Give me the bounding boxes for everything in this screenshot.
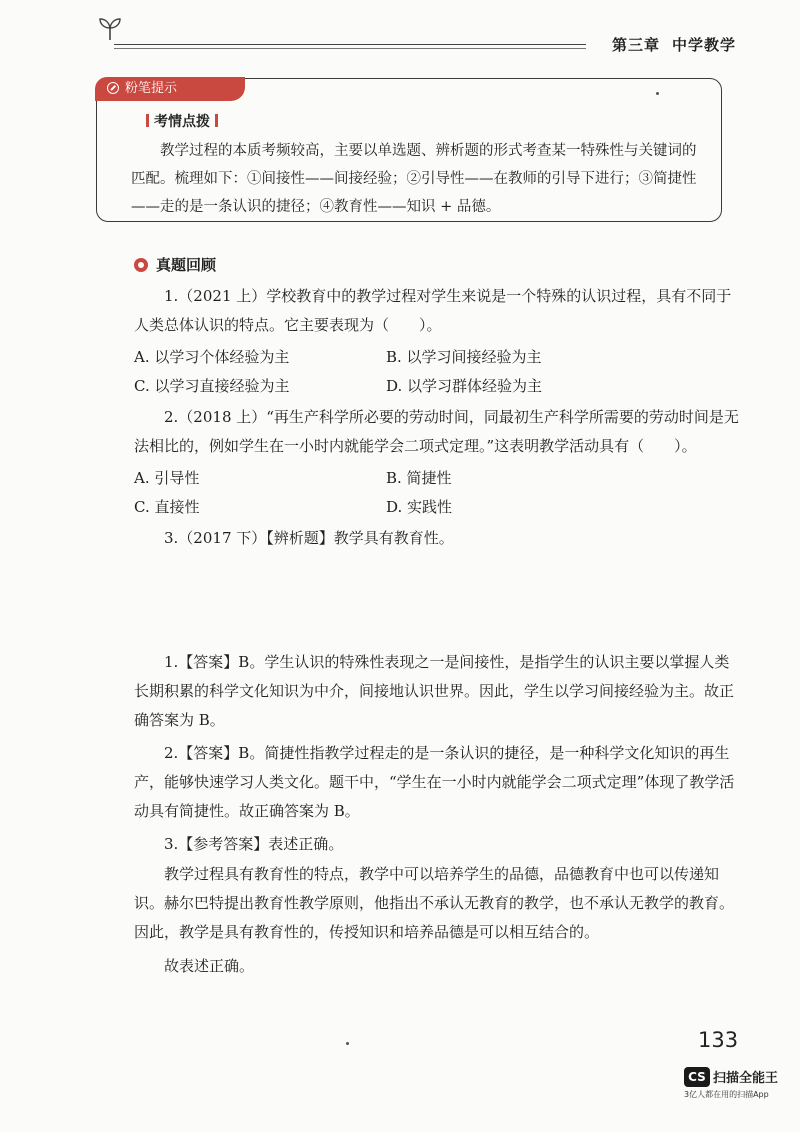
tip-box [96,78,722,222]
question-1-option-d: D. 以学习群体经验为主 [386,377,543,395]
tip-tag [95,77,245,101]
question-2-stem: 2.（2018 上）“再生产科学所必要的劳动时间，同最初生产科学所需要的劳动时间是无法相比的，例如学生在一小时内就能学会二项式定理。”这表明教学活动具有（ ）。 [134,408,739,455]
question-2-option-b: B. 简捷性 [386,469,452,487]
review-heading [134,254,216,275]
gear-icon [134,258,148,272]
answer-2: 2.【答案】B。简捷性指教学过程走的是一条认识的捷径，是一种科学文化知识的再生产，能够快速学习人类文化。题干中，“学生在一小时内就能学会二项式定理”体现了教学活动具有简捷性。故正确答案为 B。 [134,744,735,820]
bar-icon [146,114,149,127]
question-2-option-d: D. 实践性 [386,498,453,516]
tip-subtitle [141,111,223,131]
tip-text: 教学过程的本质考频较高，主要以单选题、辨析题的形式考查某一特殊性与关键词的匹配。梳理如下：①间接性——间接经验；②引导性——在教师的引导下进行；③简捷性——走的是一条认识的捷径；④教育性——知识 + 品德。 [131,143,697,215]
question-1-stem: 1.（2021 上）学校教育中的教学过程对学生来说是一个特殊的认识过程，具有不同于人类总体认识的特点。它主要表现为（ ）。 [134,287,732,334]
scanner-name: 扫描全能王 [713,1071,779,1086]
answer-1: 1.【答案】B。学生认识的特殊性表现之一是间接性，是指学生的认识主要以掌握人类长期积累的科学文化知识为中介，间接地认识世界。因此，学生以学习间接经验为主。故正确答案为 B。 [134,653,735,729]
review-heading-text: 真题回顾 [156,256,217,274]
scanner-tagline: 3亿人都在用的扫描App [684,1089,769,1099]
question-2-option-c: C. 直接性 [134,498,200,516]
scanner-logo: CS [684,1067,710,1087]
question-3-stem: 3.（2017 下）【辨析题】教学具有教育性。 [164,529,454,547]
tip-subtitle-text: 考情点拨 [154,114,210,130]
pencil-circle-icon [107,82,119,94]
question-2-option-a: A. 引导性 [134,469,200,487]
scanner-watermark [684,1066,794,1100]
bar-icon [215,114,218,127]
page-number: 133 [698,1028,739,1052]
chapter-name: 中学教学 [671,36,736,54]
answer-3-conclusion: 故表述正确。 [164,957,255,975]
answer-3-body: 教学过程具有教育性的特点，教学中可以培养学生的品德，品德教育中也可以传递知识。赫尔巴特提出教育性教学原则，他指出不承认无教育的教学，也不承认无教学的教育。因此，教学是具有教育性的，传授知识和培养品德是可以相互结合的。 [134,865,735,941]
sprout-icon [96,14,124,42]
header-rule [114,44,586,45]
chapter-title [612,34,736,55]
question-1-option-a: A. 以学习个体经验为主 [134,348,290,366]
speck [656,92,659,95]
answer-3-heading: 3.【参考答案】表述正确。 [164,835,344,853]
tip-tag-label: 粉笔提示 [125,81,178,96]
speck [346,1042,349,1045]
page-header [96,14,736,54]
question-1-option-c: C. 以学习直接经验为主 [134,377,290,395]
chapter-number: 第三章 [611,36,660,54]
question-1-option-b: B. 以学习间接经验为主 [386,348,542,366]
header-rule-thin [114,48,586,49]
